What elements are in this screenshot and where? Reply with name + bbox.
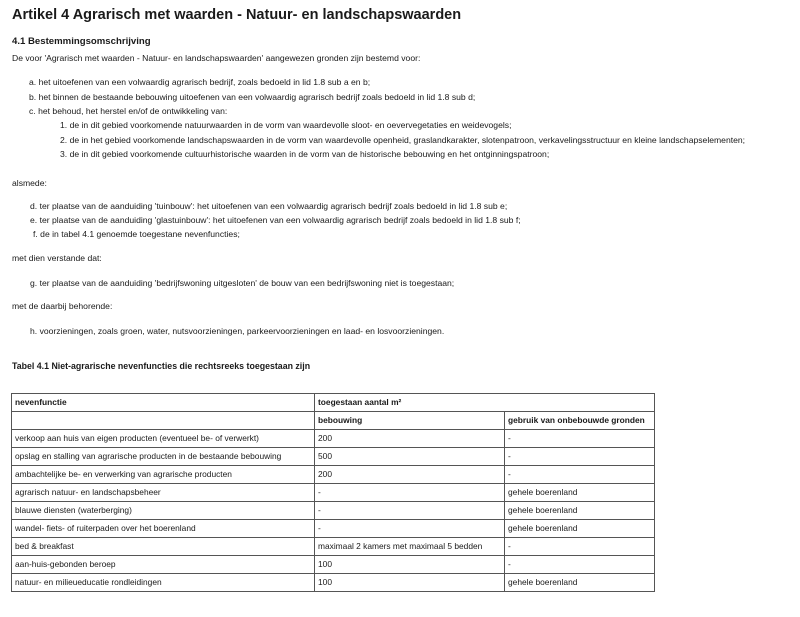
header-gebruik: gebruik van onbebouwde gronden [505, 412, 655, 430]
cell-bebouwing: - [315, 484, 505, 502]
cell-bebouwing: 100 [315, 574, 505, 592]
table-row [12, 574, 655, 592]
table-caption: Tabel 4.1 Niet-agrarische nevenfuncties die rechtsreeks toegestaan zijn [12, 361, 311, 371]
cell-gebruik: - [505, 556, 655, 574]
cell-gebruik: gehele boerenland [505, 520, 655, 538]
sublist-item [60, 120, 511, 131]
list-item [29, 77, 370, 88]
cell-bebouwing: - [315, 502, 505, 520]
list-marker: b. [29, 92, 37, 102]
cell-nevenfunctie: bed & breakfast [12, 538, 315, 556]
cell-bebouwing: 200 [315, 466, 505, 484]
cell-nevenfunctie: blauwe diensten (waterberging) [12, 502, 315, 520]
list-text: het binnen de bestaande bebouwing uitoefenen van een volwaardig agrarisch bedrijf zoals bedoeld in lid 1.8 sub d; [38, 92, 476, 102]
cell-gebruik: - [505, 448, 655, 466]
table-header-row [12, 394, 655, 412]
cell-nevenfunctie: aan-huis-gebonden beroep [12, 556, 315, 574]
table-row [12, 466, 655, 484]
cell-gebruik: gehele boerenland [505, 484, 655, 502]
list-text: de in dit gebied voorkomende cultuurhistorische waarden in de vorm van de historische bebouwing en het ontginningspatroon; [69, 149, 550, 159]
header-nevenfunctie: nevenfunctie [12, 394, 315, 412]
cell-nevenfunctie: wandel- fiets- of ruiterpaden over het boerenland [12, 520, 315, 538]
list-marker: d. [30, 201, 38, 211]
table-row [12, 502, 655, 520]
sublist-item [60, 135, 745, 146]
header-toegestaan: toegestaan aantal m² [315, 394, 655, 412]
cell-gebruik: - [505, 538, 655, 556]
list-text: ter plaatse van de aanduiding 'tuinbouw': het uitoefenen van een volwaardig agrarisch bedrijf zoals bedoeld in lid 1.8 sub e; [39, 201, 508, 211]
cell-nevenfunctie: agrarisch natuur- en landschapsbeheer [12, 484, 315, 502]
section-heading: 4.1 Bestemmingsomschrijving [12, 36, 151, 47]
cell-bebouwing: 100 [315, 556, 505, 574]
list-marker: 2. [60, 135, 68, 145]
cell-nevenfunctie: opslag en stalling van agrarische producten in de bestaande bebouwing [12, 448, 315, 466]
list-marker: a. [29, 77, 37, 87]
table-row [12, 556, 655, 574]
cell-gebruik: - [505, 466, 655, 484]
cell-bebouwing: 200 [315, 430, 505, 448]
list-marker: 3. [60, 149, 68, 159]
list-item [30, 278, 454, 289]
list-item [33, 229, 240, 240]
list-text: het behoud, het herstel en/of de ontwikkeling van: [38, 106, 228, 116]
table-row [12, 430, 655, 448]
associated-label: met de daarbij behorende: [12, 301, 113, 311]
cell-nevenfunctie: ambachtelijke be- en verwerking van agrarische producten [12, 466, 315, 484]
list-text: de in dit gebied voorkomende natuurwaarden in de vorm van waardevolle sloot- en oevervegetaties en weidevogels; [69, 120, 512, 130]
list-text: het uitoefenen van een volwaardig agrarisch bedrijf, zoals bedoeld in lid 1.8 sub a en b; [38, 77, 371, 87]
table-row [12, 520, 655, 538]
list-item [29, 106, 227, 117]
list-marker: e. [30, 215, 38, 225]
cell-bebouwing: maximaal 2 kamers met maximaal 5 bedden [315, 538, 505, 556]
sublist-item [60, 149, 549, 160]
header-empty-cell [12, 412, 315, 430]
also-label: alsmede: [12, 178, 47, 188]
list-marker: c. [29, 106, 36, 116]
cell-nevenfunctie: natuur- en milieueducatie rondleidingen [12, 574, 315, 592]
nevenfuncties-table [11, 393, 655, 592]
list-item [29, 92, 475, 103]
cell-bebouwing: - [315, 520, 505, 538]
section-intro: De voor 'Agrarisch met waarden - Natuur- en landschapswaarden' aangewezen gronden zijn bestemd voor: [12, 53, 421, 63]
list-text: ter plaatse van de aanduiding 'glastuinbouw': het uitoefenen van een volwaardig agrarisch bedrijf zoals bedoeld in lid 1.8 sub f; [39, 215, 521, 225]
list-marker: h. [30, 326, 38, 336]
cell-gebruik: gehele boerenland [505, 502, 655, 520]
table-subheader-row [12, 412, 655, 430]
cell-gebruik: gehele boerenland [505, 574, 655, 592]
list-text: ter plaatse van de aanduiding 'bedrijfswoning uitgesloten' de bouw van een bedrijfswoning niet is toegestaan; [39, 278, 455, 288]
understanding-label: met dien verstande dat: [12, 253, 102, 263]
list-text: voorzieningen, zoals groen, water, nutsvoorzieningen, parkeervoorzieningen en laad- en losvoorzieningen. [39, 326, 445, 336]
cell-gebruik: - [505, 430, 655, 448]
list-marker: 1. [60, 120, 68, 130]
table-row [12, 484, 655, 502]
cell-bebouwing: 500 [315, 448, 505, 466]
list-marker: f. [33, 229, 38, 239]
header-bebouwing: bebouwing [315, 412, 505, 430]
list-item [30, 201, 507, 212]
article-title: Artikel 4 Agrarisch met waarden - Natuur- en landschapswaarden [12, 7, 462, 23]
list-marker: g. [30, 278, 38, 288]
list-text: de in het gebied voorkomende landschapswaarden in de vorm van waardevolle openheid, graslandkarakter, slotenpatroon, verkavelingsstructuur en kleine landschapselementen; [69, 135, 746, 145]
list-item [30, 326, 444, 337]
table-row [12, 448, 655, 466]
cell-nevenfunctie: verkoop aan huis van eigen producten (eventueel be- of verwerkt) [12, 430, 315, 448]
list-item [30, 215, 521, 226]
table-row [12, 538, 655, 556]
list-text: de in tabel 4.1 genoemde toegestane nevenfuncties; [40, 229, 240, 239]
